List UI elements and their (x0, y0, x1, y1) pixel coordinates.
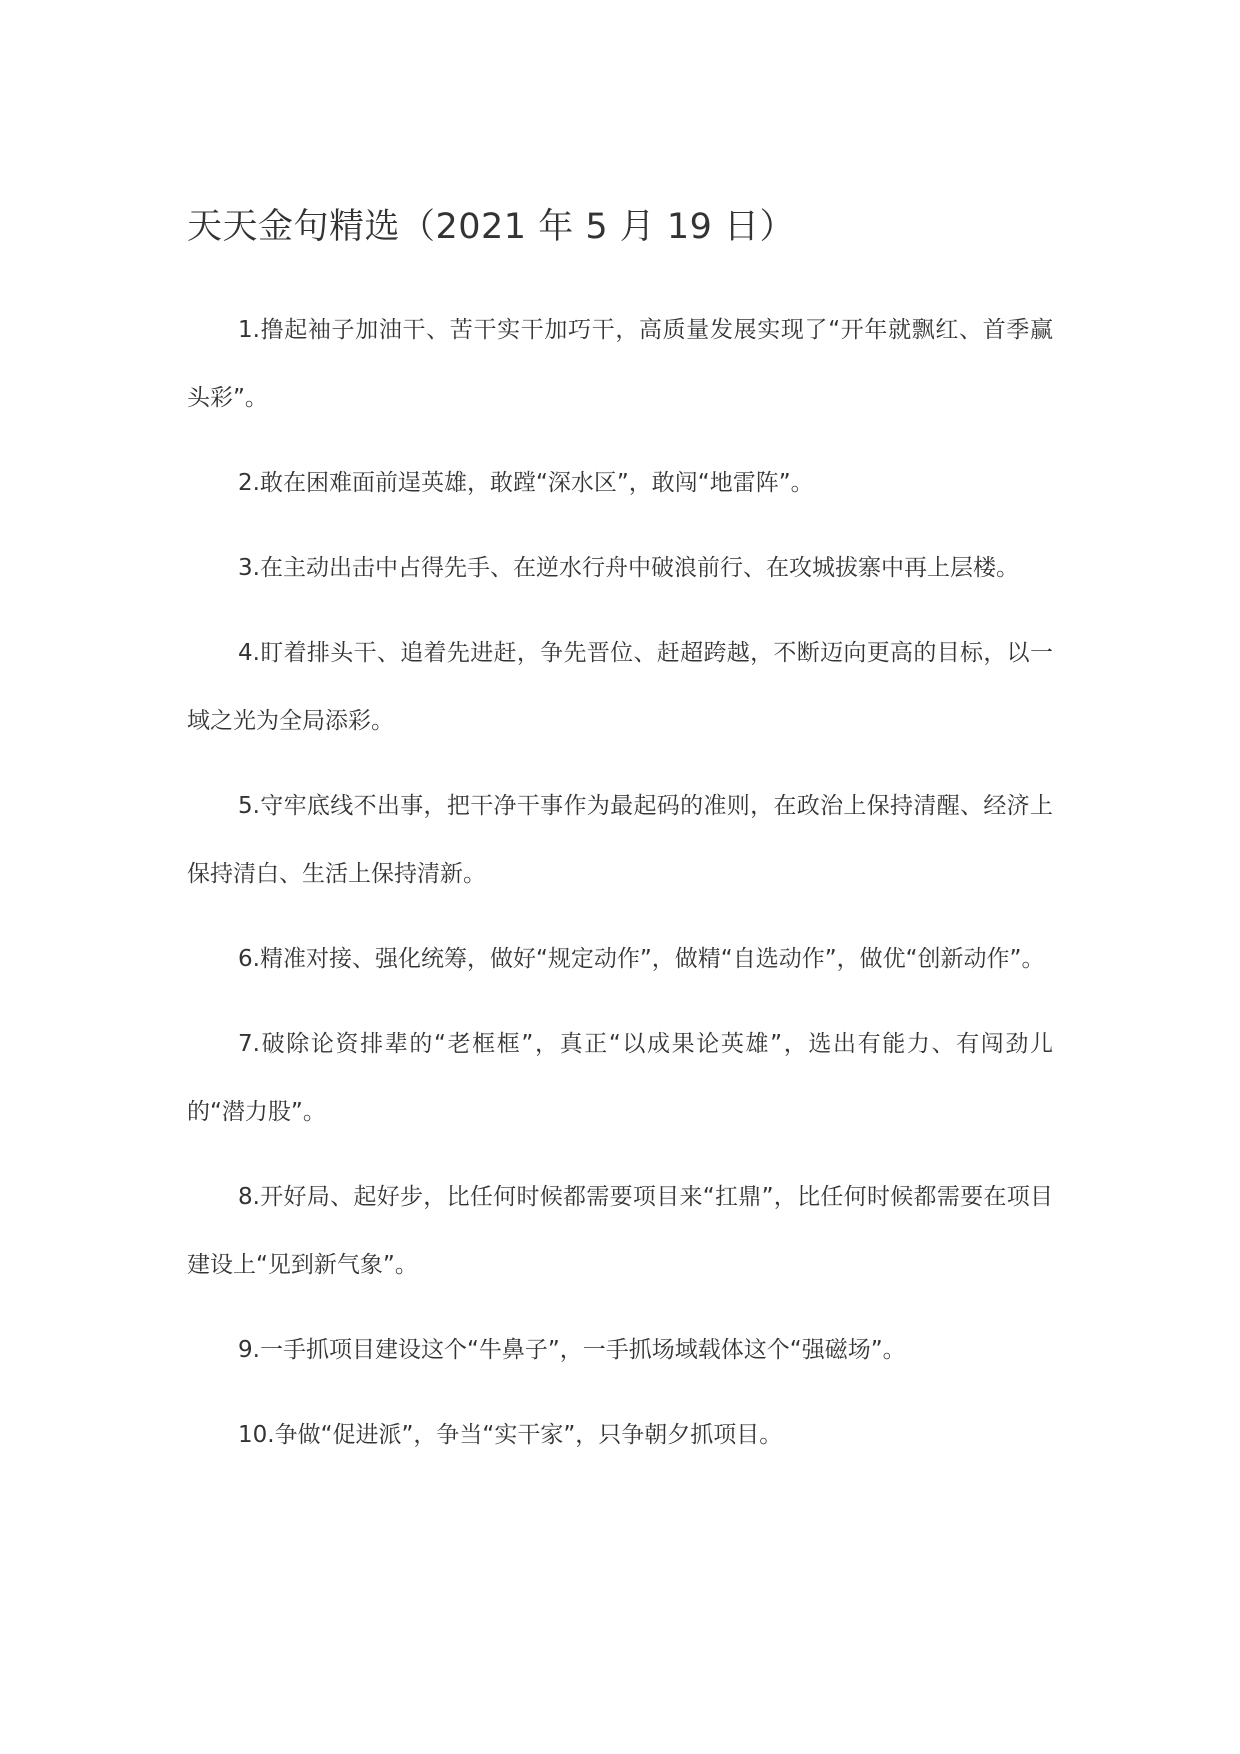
quote-item-9: 9.一手抓项目建设这个“牛鼻子”，一手抓场域载体这个“强磁场”。 (238, 1337, 906, 1363)
quote-item-10: 10.争做“促进派”，争当“实干家”，只争朝夕抓项目。 (238, 1422, 783, 1448)
quote-item-2: 2.敢在困难面前逞英雄，敢蹚“深水区”，敢闯“地雷阵”。 (238, 470, 814, 496)
quote-item-1: 1.撸起袖子加油干、苦干实干加巧干，高质量发展实现了“开年就飘红、首季赢头彩”。 (187, 317, 1053, 411)
document-title: 天天金句精选（2021 年 5 月 19 日） (187, 207, 796, 247)
quote-item-4: 4.盯着排头干、追着先进赶，争先晋位、赶超跨越，不断迈向更高的目标，以一域之光为全局添彩。 (187, 640, 1053, 734)
document-page (187, 196, 1053, 1486)
quote-list (187, 296, 1053, 1469)
quote-item-5: 5.守牢底线不出事，把干净干事作为最起码的准则，在政治上保持清醒、经济上保持清白、生活上保持清新。 (187, 793, 1053, 887)
quote-item-6: 6.精准对接、强化统筹，做好“规定动作”，做精“自选动作”，做优“创新动作”。 (238, 946, 1045, 972)
quote-item-3: 3.在主动出击中占得先手、在逆水行舟中破浪前行、在攻城拔寨中再上层楼。 (238, 555, 1019, 581)
quote-item-7: 7.破除论资排辈的“老框框”，真正“以成果论英雄”，选出有能力、有闯劲儿的“潜力股”。 (187, 1031, 1053, 1125)
quote-item-8: 8.开好局、起好步，比任何时候都需要项目来“扛鼎”，比任何时候都需要在项目建设上“见到新气象”。 (187, 1184, 1053, 1278)
